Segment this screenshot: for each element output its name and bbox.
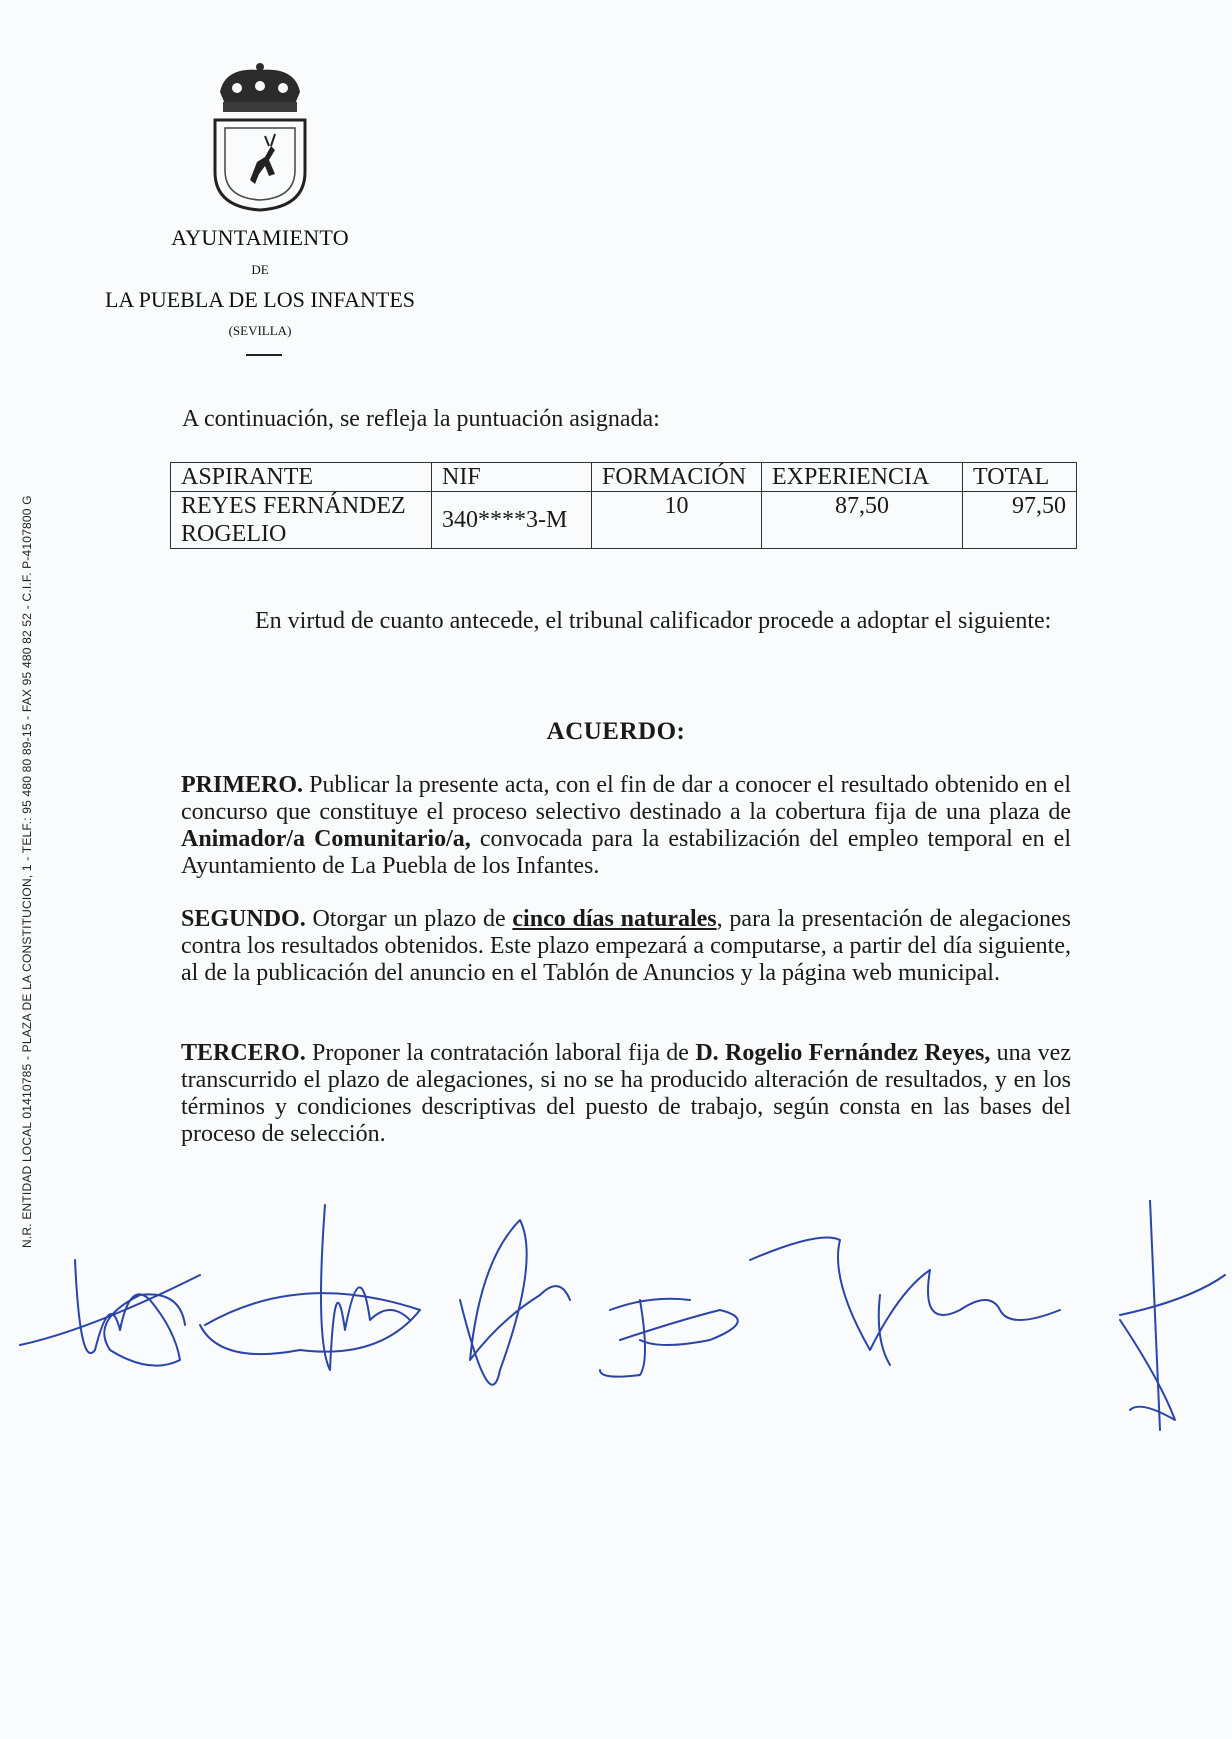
letterhead-line-3: LA PUEBLA DE LOS INFANTES — [104, 287, 416, 312]
signature-6 — [1120, 1200, 1225, 1430]
score-table — [170, 462, 1077, 549]
header-experiencia: EXPERIENCIA — [762, 463, 963, 492]
table-header-row — [171, 463, 1077, 492]
signature-3 — [460, 1220, 570, 1385]
signature-2 — [200, 1205, 420, 1370]
signature-5 — [750, 1238, 1060, 1366]
primero-bold: Animador/a Comunitario/a, — [181, 826, 471, 852]
segundo-underlined: cinco días naturales — [512, 906, 717, 932]
primero-label: PRIMERO. — [181, 772, 303, 798]
cell-total: 97,50 — [963, 492, 1077, 549]
tercero-paragraph — [181, 1040, 1071, 1148]
header-formacion: FORMACIÓN — [592, 463, 762, 492]
signature-4 — [600, 1299, 738, 1377]
letterhead-line-4: (SEVILLA) — [228, 323, 292, 338]
tercero-label: TERCERO. — [181, 1040, 306, 1066]
segundo-paragraph — [181, 906, 1071, 987]
letterhead-rule — [246, 354, 282, 356]
primero-paragraph — [181, 772, 1071, 880]
signatures — [0, 1200, 1232, 1520]
cell-experiencia: 87,50 — [762, 492, 963, 549]
tercero-text-b: una vez transcurrido el plazo de alegaciones, si no se ha producido alteración de resultados, y en los términos y condiciones descriptivas del puesto de trabajo, según consta en las bases del proceso de selección. — [181, 1040, 1071, 1147]
letterhead-line-1: AYUNTAMIENTO — [171, 225, 349, 250]
table-row — [171, 492, 1077, 549]
primero-text-b: convocada para la estabilización del empleo temporal en el Ayuntamiento de La Puebla de los Infantes. — [181, 826, 1071, 879]
header-total: TOTAL — [963, 463, 1077, 492]
signature-1 — [20, 1260, 200, 1366]
cell-formacion: 10 — [592, 492, 762, 549]
segundo-text-b: , para la presentación de alegaciones contra los resultados obtenidos. Este plazo empezará a computarse, a partir del día siguiente, al de la publicación del anuncio en el Tablón de Anuncios y la página web municipal. — [181, 906, 1072, 986]
header-nif: NIF — [432, 463, 592, 492]
acuerdo-heading: ACUERDO: — [546, 718, 686, 745]
letterhead-line-2: DE — [251, 262, 269, 277]
segundo-label: SEGUNDO. — [181, 906, 306, 932]
cell-nif: 340****3-M — [432, 492, 592, 549]
municipal-crest-icon — [205, 62, 315, 212]
virtud-paragraph: En virtud de cuanto antecede, el tribunal calificador procede a adoptar el siguiente: — [255, 608, 1052, 634]
tercero-bold: D. Rogelio Fernández Reyes, — [695, 1040, 991, 1066]
header-aspirante: ASPIRANTE — [171, 463, 432, 492]
segundo-text-a: Otorgar un plazo de — [305, 906, 513, 932]
side-registry-text: N.R. ENTIDAD LOCAL 01410785 - PLAZA DE LA CONSTITUCION, 1 - TELF.: 95 480 80 89-15 - FAX 95 480 82 52 - C.I.F. P-4107800 G — [20, 495, 34, 1248]
tercero-text-a: Proponer la contratación laboral fija de — [305, 1040, 696, 1066]
aspirante-line-1: REYES FERNÁNDEZ — [181, 493, 406, 519]
primero-text-a: Publicar la presente acta, con el fin de dar a conocer el resultado obtenido en el concurso que constituye el proceso selectivo destinado a la cobertura fija de una plaza de — [181, 772, 1071, 825]
intro-text: A continuación, se refleja la puntuación asignada: — [182, 406, 660, 432]
cell-aspirante — [171, 492, 432, 549]
aspirante-line-2: ROGELIO — [181, 521, 287, 547]
